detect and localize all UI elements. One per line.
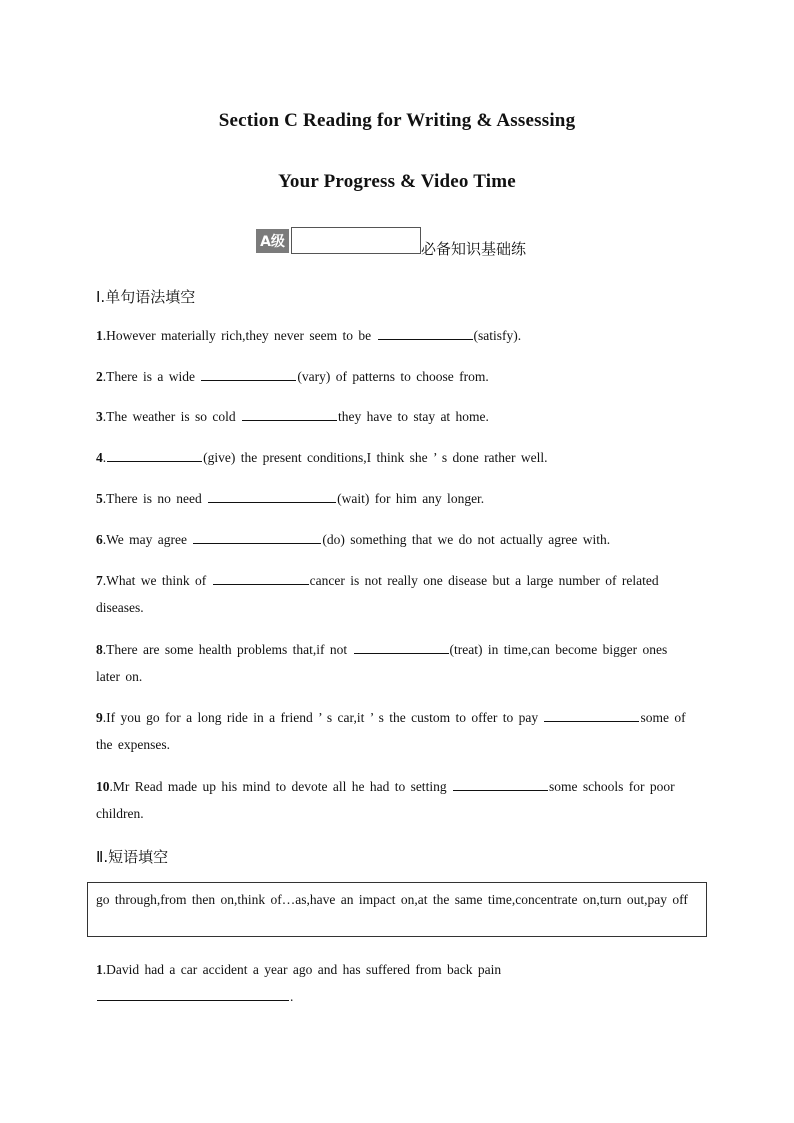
question-6 (96, 526, 696, 553)
question-text: cancer is not really one disease but a large number of related diseases. (96, 573, 659, 615)
question-number: 3 (96, 409, 103, 424)
question-number: 5 (96, 491, 103, 506)
answer-blank[interactable] (354, 639, 449, 654)
question-number: 7 (96, 573, 103, 588)
question-text: some of the expenses. (96, 710, 686, 752)
answer-blank[interactable] (213, 570, 309, 585)
section2-heading: Ⅱ.短语填空 (96, 848, 169, 866)
question-number: 1 (96, 962, 103, 977)
question-text: .However materially rich,they never seem to be (102, 328, 377, 343)
question-4 (96, 444, 696, 471)
question-number: 4 (96, 450, 103, 465)
question-text: (give) the present conditions,I think she ’ s done rather well. (203, 450, 548, 465)
answer-blank[interactable] (107, 447, 202, 462)
section1-heading: Ⅰ.单句语法填空 (96, 288, 196, 306)
question-text: .We may agree (102, 532, 193, 547)
answer-blank[interactable] (201, 366, 296, 381)
answer-blank[interactable] (378, 325, 473, 340)
answer-blank[interactable] (208, 488, 336, 503)
question-text: .David had a car accident a year ago and has suffered from back pain (102, 962, 502, 977)
page-title-line1: Section C Reading for Writing & Assessing (218, 110, 576, 131)
question-8 (96, 636, 696, 690)
question-text: . (102, 450, 107, 465)
question-text: (vary) of patterns to choose from. (297, 369, 489, 384)
question-text: .The weather is so cold (102, 409, 241, 424)
answer-blank[interactable] (544, 707, 639, 722)
answer-blank[interactable] (193, 529, 321, 544)
question-text: (satisfy). (473, 328, 522, 343)
question-text: .What we think of (102, 573, 212, 588)
question-number: 6 (96, 532, 103, 547)
question-7 (96, 567, 696, 621)
question-text: (treat) in time,can become bigger ones later on. (96, 642, 668, 684)
question-text: .Mr Read made up his mind to devote all he had to setting (109, 779, 452, 794)
level-label: 必备知识基础练 (421, 240, 527, 258)
question-text: (do) something that we do not actually agree with. (322, 532, 611, 547)
question-2 (96, 363, 696, 390)
question-text: . (290, 989, 294, 1004)
question-number: 9 (96, 710, 103, 725)
question-text: .If you go for a long ride in a friend ’ s car,it ’ s the custom to offer to pay (102, 710, 544, 725)
question-text: .There are some health problems that,if not (102, 642, 353, 657)
page-title-line2: Your Progress & Video Time (278, 171, 516, 192)
question-number: 10 (96, 779, 110, 794)
question-text: .There is a wide (102, 369, 201, 384)
question-text: they have to stay at home. (337, 409, 489, 424)
question-number: 2 (96, 369, 103, 384)
level-badge: A级 (256, 229, 289, 253)
answer-blank[interactable] (242, 406, 337, 421)
question-text: some schools for poor children. (96, 779, 675, 821)
question-text: .There is no need (102, 491, 208, 506)
level-box (291, 227, 421, 254)
question-text: (wait) for him any longer. (337, 491, 485, 506)
answer-blank[interactable] (97, 986, 289, 1001)
question-5 (96, 485, 696, 512)
question-number: 8 (96, 642, 103, 657)
answer-blank[interactable] (453, 776, 548, 791)
phrase-word-box: go through,from then on,think of…as,have an impact on,at the same time,concentrate on,turn out,pay off (87, 882, 707, 937)
question-3 (96, 403, 696, 430)
question-10 (96, 773, 696, 827)
question-9 (96, 704, 696, 758)
question-1 (96, 322, 696, 349)
phrase-question-1 (96, 956, 536, 1010)
question-number: 1 (96, 328, 103, 343)
